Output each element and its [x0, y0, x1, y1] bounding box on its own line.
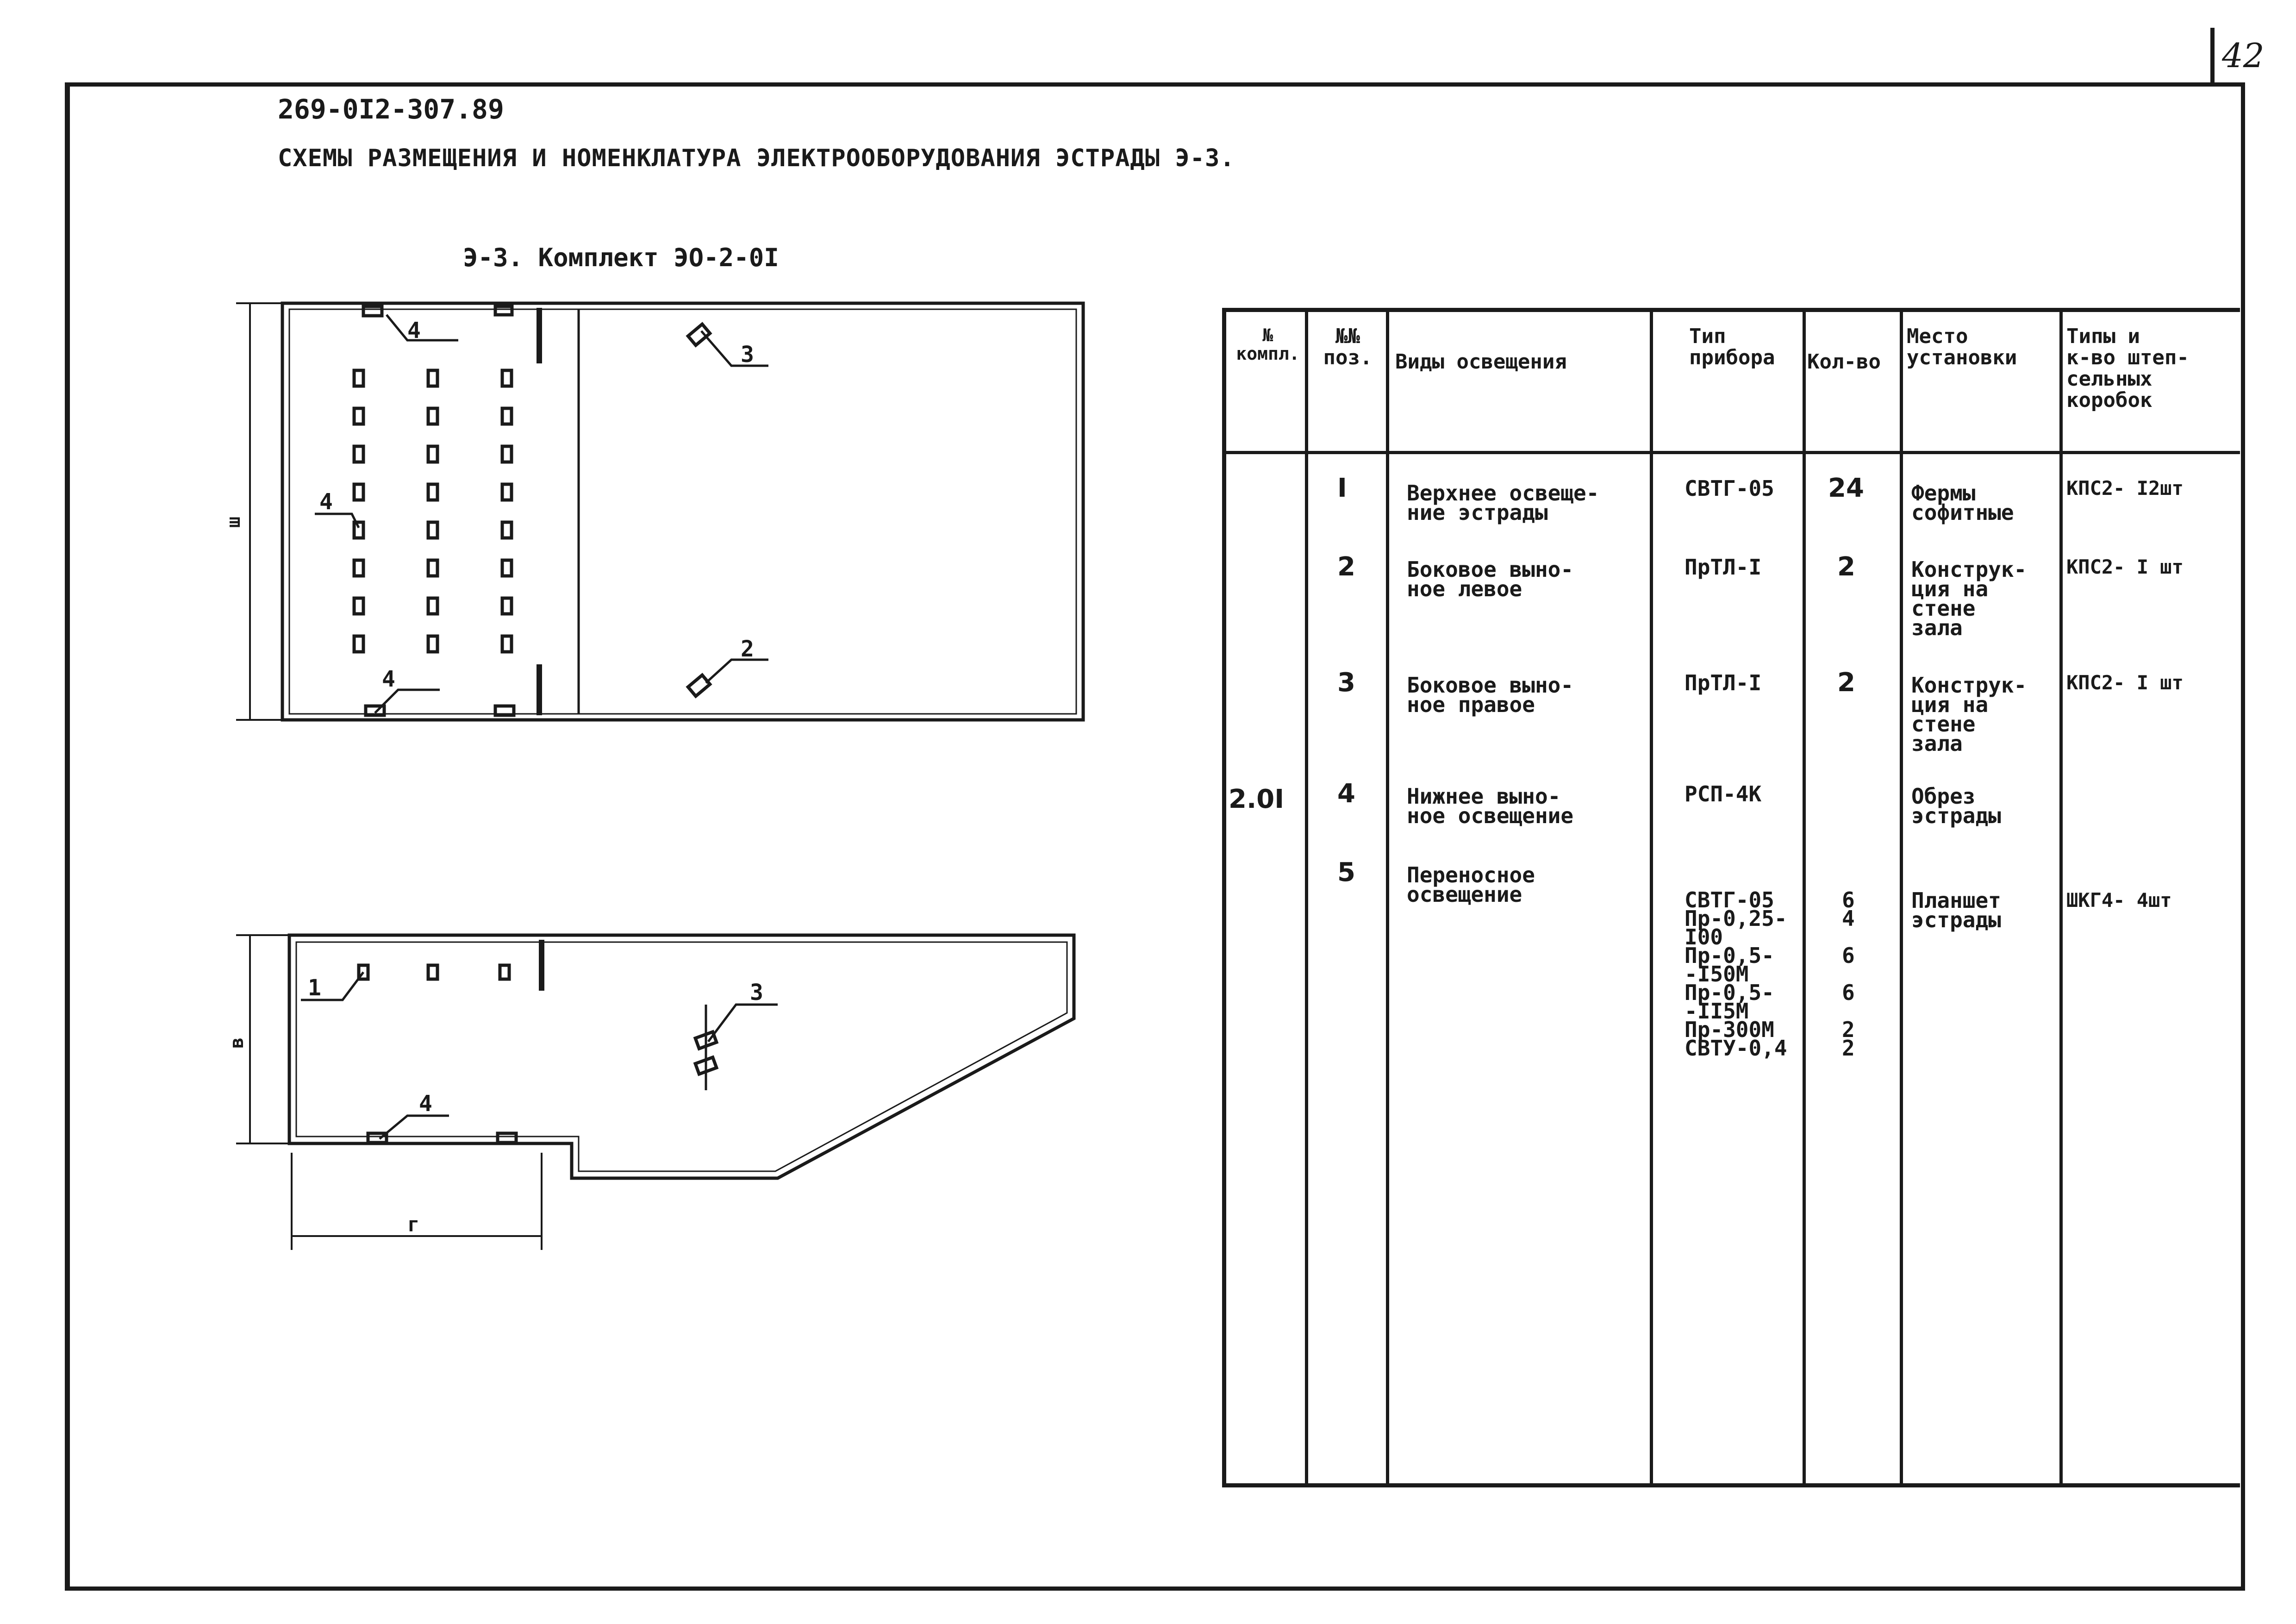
- row-5-boxes: ШКГ4- 4шт: [2066, 889, 2172, 912]
- callout-top-5: 4: [382, 666, 395, 692]
- plan-label: Э-3. Комплект ЭО-2-0I: [463, 243, 779, 272]
- top-plan-dimension: ш: [223, 516, 244, 528]
- row-3-device: ПрТЛ-I: [1685, 670, 1762, 695]
- row-1-pos: I: [1337, 473, 1347, 503]
- side-plan-dimension: в: [226, 1037, 248, 1049]
- row-2-pos: 2: [1337, 552, 1355, 582]
- top-plan-outline: [282, 303, 1083, 720]
- header-kit-no: № компл.: [1236, 325, 1300, 364]
- row-1-device: СВТГ-05: [1685, 476, 1774, 501]
- side-plan-outline: [289, 935, 1074, 1178]
- callout-top-2: 3: [741, 342, 754, 368]
- document-title: СХЕМЫ РАЗМЕЩЕНИЯ И НОМЕНКЛАТУРА ЭЛЕКТРООБОРУДОВАНИЯ ЭСТРАДЫ Э-3.: [278, 144, 1235, 172]
- row-5-location: Планшет эстрады: [1911, 888, 2001, 932]
- header-pos-no: №№ поз.: [1323, 325, 1373, 369]
- callout-side-2: 3: [750, 980, 763, 1006]
- row-1-boxes: КПС2- I2шт: [2066, 477, 2184, 500]
- header-device-type: Тип прибора: [1689, 325, 1775, 369]
- row-3-pos: 3: [1337, 668, 1355, 698]
- row-3-qty: 2: [1837, 668, 1855, 698]
- header-boxes: Типы и к-во штеп- сельных коробок: [2066, 325, 2189, 412]
- row-3-boxes: КПС2- I шт: [2066, 671, 2184, 694]
- row-2-device: ПрТЛ-I: [1685, 555, 1762, 580]
- header-location: Место установки: [1907, 325, 2017, 369]
- row-3-lighting: Боковое выно- ное правое: [1407, 673, 1574, 717]
- kit-number: 2.0I: [1229, 784, 1285, 814]
- row-1-location: Фермы софитные: [1911, 481, 2014, 525]
- callout-side-3: 4: [419, 1091, 432, 1117]
- sheet-number: 42: [2222, 36, 2265, 75]
- document-code: 269-0I2-307.89: [278, 94, 504, 125]
- row-4-lighting: Нижнее выно- ное освещение: [1407, 784, 1574, 828]
- luminaire-grid: [354, 306, 717, 1143]
- callout-top-4: 2: [741, 636, 754, 662]
- callout-top-3: 4: [319, 489, 333, 515]
- row-2-boxes: КПС2- I шт: [2066, 556, 2184, 578]
- row-4-pos: 4: [1337, 779, 1355, 809]
- side-plan-bottom-dimension: г: [407, 1213, 420, 1237]
- row-1-lighting: Верхнее освеще- ние эстрады: [1407, 481, 1599, 525]
- equipment-table: [1222, 308, 2240, 1487]
- row-2-qty: 2: [1837, 552, 1855, 582]
- row-4-location: Обрез эстрады: [1911, 784, 2001, 828]
- callout-side-1: 1: [308, 975, 321, 1001]
- row-1-qty: 24: [1828, 473, 1864, 503]
- row-3-location: Конструк- ция на стене зала: [1911, 673, 2027, 756]
- row-5-lighting: Переносное освещение: [1407, 862, 1535, 907]
- callout-top-1: 4: [407, 318, 421, 344]
- header-lighting-type: Виды освещения: [1395, 350, 1567, 374]
- row-5-pos: 5: [1337, 857, 1355, 887]
- row-2-lighting: Боковое выно- ное левое: [1407, 557, 1574, 601]
- row-5-device: СВТГ-05 Пр-0,25- I00 Пр-0,5- -I50М Пр-0,5- -II5М Пр-300М СВТУ-0,4: [1685, 887, 1787, 1061]
- row-4-device: РСП-4К: [1685, 781, 1762, 806]
- row-2-location: Конструк- ция на стене зала: [1911, 557, 2027, 640]
- row-5-qty: 6 4 6 6 2 2: [1842, 887, 1855, 1061]
- header-quantity: Кол-во: [1807, 350, 1881, 374]
